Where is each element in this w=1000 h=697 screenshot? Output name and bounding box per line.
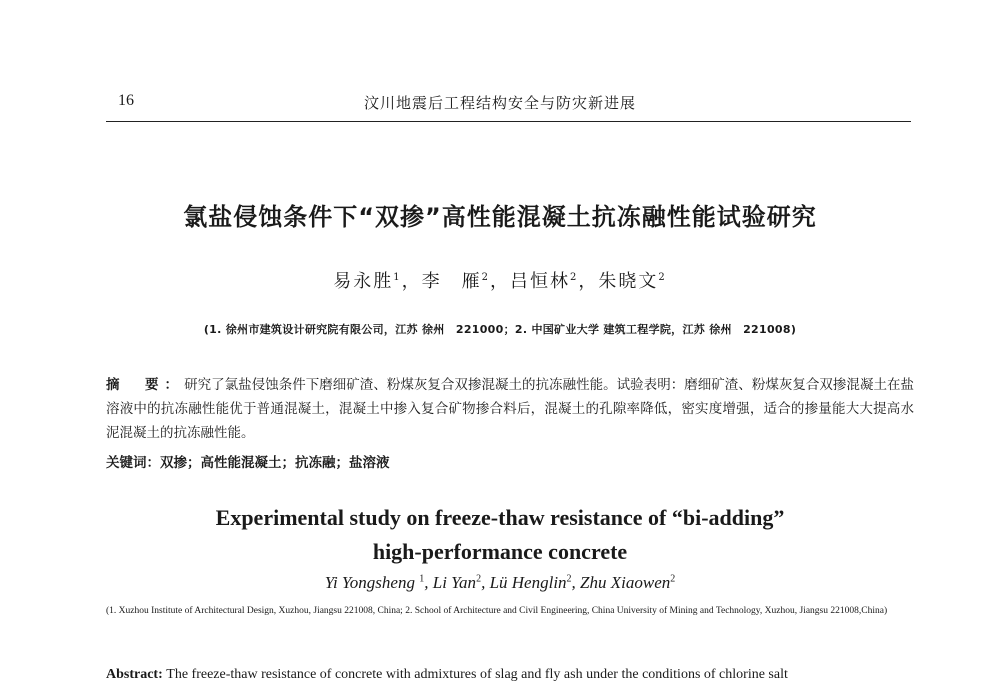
author-separator: ,: [571, 573, 581, 592]
author-affil-mark: 1: [419, 573, 425, 585]
author-affil-mark: 2: [566, 573, 572, 585]
author-affil-mark: 2: [481, 272, 490, 283]
chinese-keywords: [106, 451, 914, 471]
chinese-authors: [0, 267, 1000, 293]
english-abstract: [106, 667, 914, 683]
chinese-affiliation: (1. 徐州市建筑设计研究院有限公司，江苏 徐州 221000；2. 中国矿业大学 建筑工程学院，江苏 徐州 221008): [203, 323, 797, 336]
abstract-label: Abstract:: [106, 667, 167, 682]
author-affil-mark: 1: [393, 272, 402, 283]
author-name: 易永胜: [333, 271, 394, 292]
author-separator: ,: [424, 573, 433, 592]
abstract-text: 研究了氯盐侵蚀条件下磨细矿渣、粉煤灰复合双掺混凝土的抗冻融性能。试验表明：磨细矿渣、粉煤灰复合双掺混凝土在盐溶液中的抗冻融性能优于普通混凝土，混凝土中掺入复合矿物掺合料后，混凝土的孔隙率降低，密实度增强，适合的掺量能大大提高水泥混凝土的抗冻融性能。: [106, 377, 915, 441]
author-affil-mark: 2: [658, 272, 667, 283]
keywords-text: 双掺；高性能混凝土；抗冻融；盐溶液: [160, 455, 390, 471]
running-head-title: 汶川地震后工程结构安全与防灾新进展: [363, 94, 636, 112]
author-name: Li Yan: [432, 573, 477, 592]
english-title-line2: high-performance concrete: [372, 539, 628, 564]
author-name: 李 雁: [421, 271, 482, 292]
author-name: Yi Yongsheng: [324, 573, 420, 592]
chinese-abstract: [106, 373, 914, 445]
chinese-title: 氯盐侵蚀条件下“双掺”高性能混凝土抗冻融性能试验研究: [183, 203, 817, 231]
abstract-text: The freeze-thaw resistance of concrete with admixtures of slag and fly ash under the conditions of chlorine salt: [166, 667, 788, 682]
author-affil-mark: 2: [570, 272, 579, 283]
keywords-label: 关键词：: [106, 455, 160, 471]
author-separator: ，: [578, 271, 599, 292]
header-rule: [106, 121, 911, 122]
author-name: 吕恒林: [510, 271, 570, 292]
page-number: 16: [118, 92, 134, 109]
author-separator: ,: [481, 573, 490, 592]
author-affil-mark: 2: [670, 573, 676, 585]
english-authors: [0, 573, 1000, 593]
author-name: Zhu Xiaowen: [580, 573, 671, 592]
author-separator: ，: [490, 271, 510, 292]
english-title-line1: Experimental study on freeze-thaw resistance of “bi-adding”: [215, 505, 785, 530]
author-name: Lü Henglin: [489, 573, 567, 592]
abstract-label: 摘 要：: [106, 377, 185, 393]
english-affiliation: (1. Xuzhou Institute of Architectural Design, Xuzhou, Jiangsu 221008, China; 2. School of Architecture and Civil Engineering, China University of Mining and Technology, Xuzhou, Jiangsu 221008,China): [106, 606, 888, 616]
author-name: 朱晓文: [598, 271, 659, 292]
author-separator: ，: [401, 271, 422, 292]
author-affil-mark: 2: [476, 573, 482, 585]
